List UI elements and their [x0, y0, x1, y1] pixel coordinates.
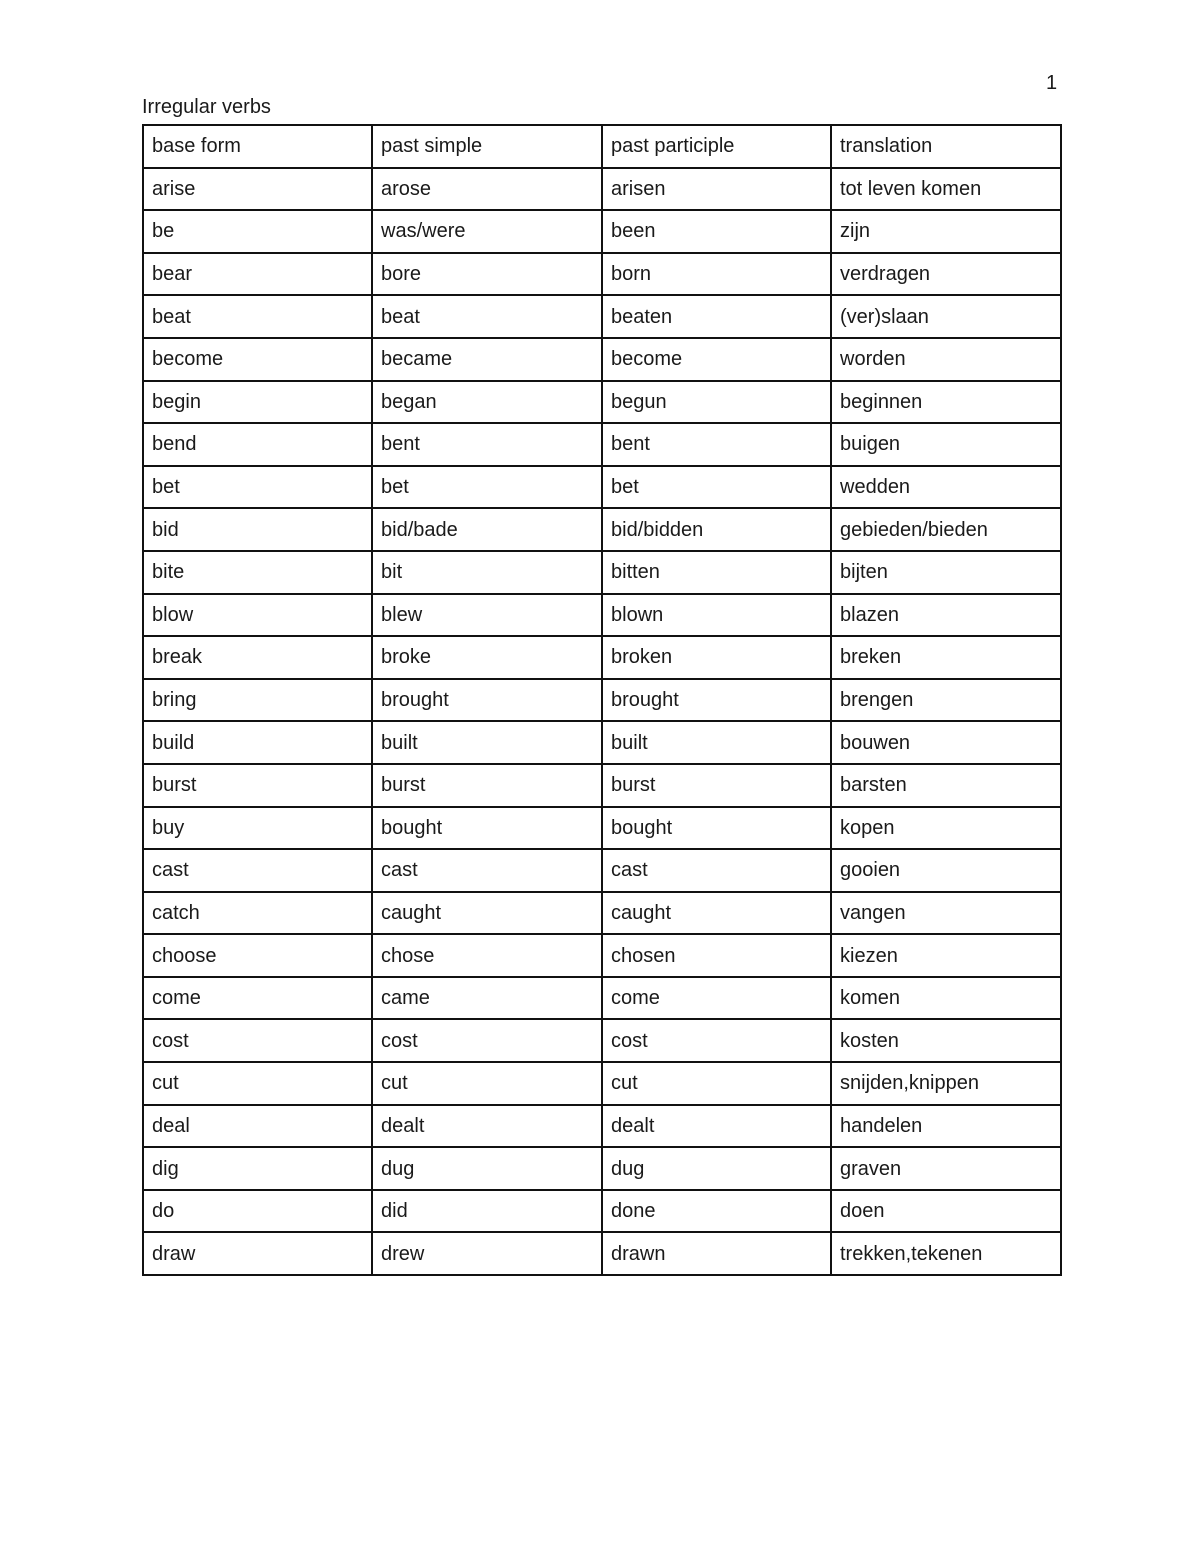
cell-past-simple: bet — [372, 466, 602, 509]
cell-past-participle: begun — [602, 381, 831, 424]
cell-translation: kosten — [831, 1019, 1061, 1062]
cell-translation: brengen — [831, 679, 1061, 722]
table-header-row — [143, 125, 1061, 168]
cell-past-simple: burst — [372, 764, 602, 807]
cell-base-form: do — [143, 1190, 372, 1233]
cell-past-simple: bit — [372, 551, 602, 594]
table-row — [143, 423, 1061, 466]
cell-past-simple: bore — [372, 253, 602, 296]
cell-past-simple: was/were — [372, 210, 602, 253]
table-row — [143, 1232, 1061, 1275]
cell-translation: zijn — [831, 210, 1061, 253]
cell-base-form: beat — [143, 295, 372, 338]
table-row — [143, 466, 1061, 509]
cell-base-form: bite — [143, 551, 372, 594]
cell-base-form: blow — [143, 594, 372, 637]
cell-past-simple: beat — [372, 295, 602, 338]
cell-base-form: become — [143, 338, 372, 381]
cell-translation: breken — [831, 636, 1061, 679]
table-row — [143, 551, 1061, 594]
header-translation: translation — [831, 125, 1061, 168]
cell-translation: gebieden/bieden — [831, 508, 1061, 551]
cell-past-participle: bought — [602, 807, 831, 850]
cell-base-form: burst — [143, 764, 372, 807]
cell-base-form: buy — [143, 807, 372, 850]
cell-translation: barsten — [831, 764, 1061, 807]
cell-past-participle: dealt — [602, 1105, 831, 1148]
cell-past-participle: blown — [602, 594, 831, 637]
cell-past-participle: come — [602, 977, 831, 1020]
table-row — [143, 508, 1061, 551]
header-past-participle: past participle — [602, 125, 831, 168]
header-base-form: base form — [143, 125, 372, 168]
cell-translation: buigen — [831, 423, 1061, 466]
cell-translation: handelen — [831, 1105, 1061, 1148]
cell-past-participle: been — [602, 210, 831, 253]
cell-base-form: bid — [143, 508, 372, 551]
table-row — [143, 594, 1061, 637]
cell-past-participle: bid/bidden — [602, 508, 831, 551]
cell-translation: doen — [831, 1190, 1061, 1233]
cell-past-simple: became — [372, 338, 602, 381]
cell-past-participle: bent — [602, 423, 831, 466]
cell-base-form: break — [143, 636, 372, 679]
cell-translation: verdragen — [831, 253, 1061, 296]
cell-translation: beginnen — [831, 381, 1061, 424]
table-row — [143, 295, 1061, 338]
cell-translation: worden — [831, 338, 1061, 381]
cell-past-simple: came — [372, 977, 602, 1020]
header-past-simple: past simple — [372, 125, 602, 168]
table-row — [143, 977, 1061, 1020]
cell-past-simple: built — [372, 721, 602, 764]
table-row — [143, 381, 1061, 424]
cell-translation: kiezen — [831, 934, 1061, 977]
cell-translation: gooien — [831, 849, 1061, 892]
cell-past-simple: cast — [372, 849, 602, 892]
cell-past-simple: drew — [372, 1232, 602, 1275]
table-row — [143, 807, 1061, 850]
cell-past-participle: cost — [602, 1019, 831, 1062]
page-number: 1 — [1046, 72, 1058, 94]
cell-translation: graven — [831, 1147, 1061, 1190]
cell-past-participle: drawn — [602, 1232, 831, 1275]
cell-past-participle: bet — [602, 466, 831, 509]
cell-past-participle: built — [602, 721, 831, 764]
cell-past-participle: burst — [602, 764, 831, 807]
table-row — [143, 849, 1061, 892]
cell-past-participle: cast — [602, 849, 831, 892]
cell-base-form: draw — [143, 1232, 372, 1275]
document-title: Irregular verbs — [142, 96, 271, 118]
cell-past-simple: bent — [372, 423, 602, 466]
cell-past-participle: become — [602, 338, 831, 381]
cell-base-form: cast — [143, 849, 372, 892]
cell-past-participle: bitten — [602, 551, 831, 594]
cell-translation: komen — [831, 977, 1061, 1020]
cell-past-simple: caught — [372, 892, 602, 935]
cell-past-simple: did — [372, 1190, 602, 1233]
cell-past-simple: chose — [372, 934, 602, 977]
cell-past-simple: dug — [372, 1147, 602, 1190]
cell-past-simple: cost — [372, 1019, 602, 1062]
cell-translation: snijden,knippen — [831, 1062, 1061, 1105]
cell-base-form: deal — [143, 1105, 372, 1148]
cell-past-simple: blew — [372, 594, 602, 637]
cell-base-form: bear — [143, 253, 372, 296]
cell-base-form: cut — [143, 1062, 372, 1105]
cell-past-participle: caught — [602, 892, 831, 935]
cell-base-form: begin — [143, 381, 372, 424]
table-row — [143, 338, 1061, 381]
cell-past-participle: arisen — [602, 168, 831, 211]
cell-base-form: bend — [143, 423, 372, 466]
table-row — [143, 636, 1061, 679]
cell-base-form: dig — [143, 1147, 372, 1190]
irregular-verbs-table — [142, 124, 1062, 1276]
cell-past-simple: brought — [372, 679, 602, 722]
cell-translation: kopen — [831, 807, 1061, 850]
cell-past-participle: broken — [602, 636, 831, 679]
cell-past-participle: done — [602, 1190, 831, 1233]
table-row — [143, 679, 1061, 722]
table-row — [143, 892, 1061, 935]
cell-translation: vangen — [831, 892, 1061, 935]
cell-translation: trekken,tekenen — [831, 1232, 1061, 1275]
table-row — [143, 1105, 1061, 1148]
table-row — [143, 253, 1061, 296]
cell-past-simple: began — [372, 381, 602, 424]
table-row — [143, 1147, 1061, 1190]
table-body — [143, 125, 1061, 1275]
cell-past-participle: beaten — [602, 295, 831, 338]
cell-translation: bouwen — [831, 721, 1061, 764]
cell-base-form: bet — [143, 466, 372, 509]
cell-translation: bijten — [831, 551, 1061, 594]
cell-past-simple: cut — [372, 1062, 602, 1105]
cell-past-simple: bid/bade — [372, 508, 602, 551]
cell-base-form: build — [143, 721, 372, 764]
table-row — [143, 1062, 1061, 1105]
cell-base-form: cost — [143, 1019, 372, 1062]
table-row — [143, 764, 1061, 807]
cell-translation: tot leven komen — [831, 168, 1061, 211]
cell-past-simple: dealt — [372, 1105, 602, 1148]
cell-past-participle: cut — [602, 1062, 831, 1105]
table-row — [143, 168, 1061, 211]
cell-past-participle: chosen — [602, 934, 831, 977]
cell-past-participle: born — [602, 253, 831, 296]
cell-base-form: arise — [143, 168, 372, 211]
cell-base-form: catch — [143, 892, 372, 935]
cell-translation: wedden — [831, 466, 1061, 509]
table-row — [143, 1190, 1061, 1233]
cell-base-form: be — [143, 210, 372, 253]
table-row — [143, 1019, 1061, 1062]
table-row — [143, 934, 1061, 977]
cell-translation: (ver)slaan — [831, 295, 1061, 338]
cell-past-simple: bought — [372, 807, 602, 850]
table-row — [143, 721, 1061, 764]
cell-past-participle: dug — [602, 1147, 831, 1190]
cell-base-form: bring — [143, 679, 372, 722]
cell-past-participle: brought — [602, 679, 831, 722]
cell-past-simple: arose — [372, 168, 602, 211]
cell-past-simple: broke — [372, 636, 602, 679]
cell-translation: blazen — [831, 594, 1061, 637]
cell-base-form: choose — [143, 934, 372, 977]
cell-base-form: come — [143, 977, 372, 1020]
table-row — [143, 210, 1061, 253]
